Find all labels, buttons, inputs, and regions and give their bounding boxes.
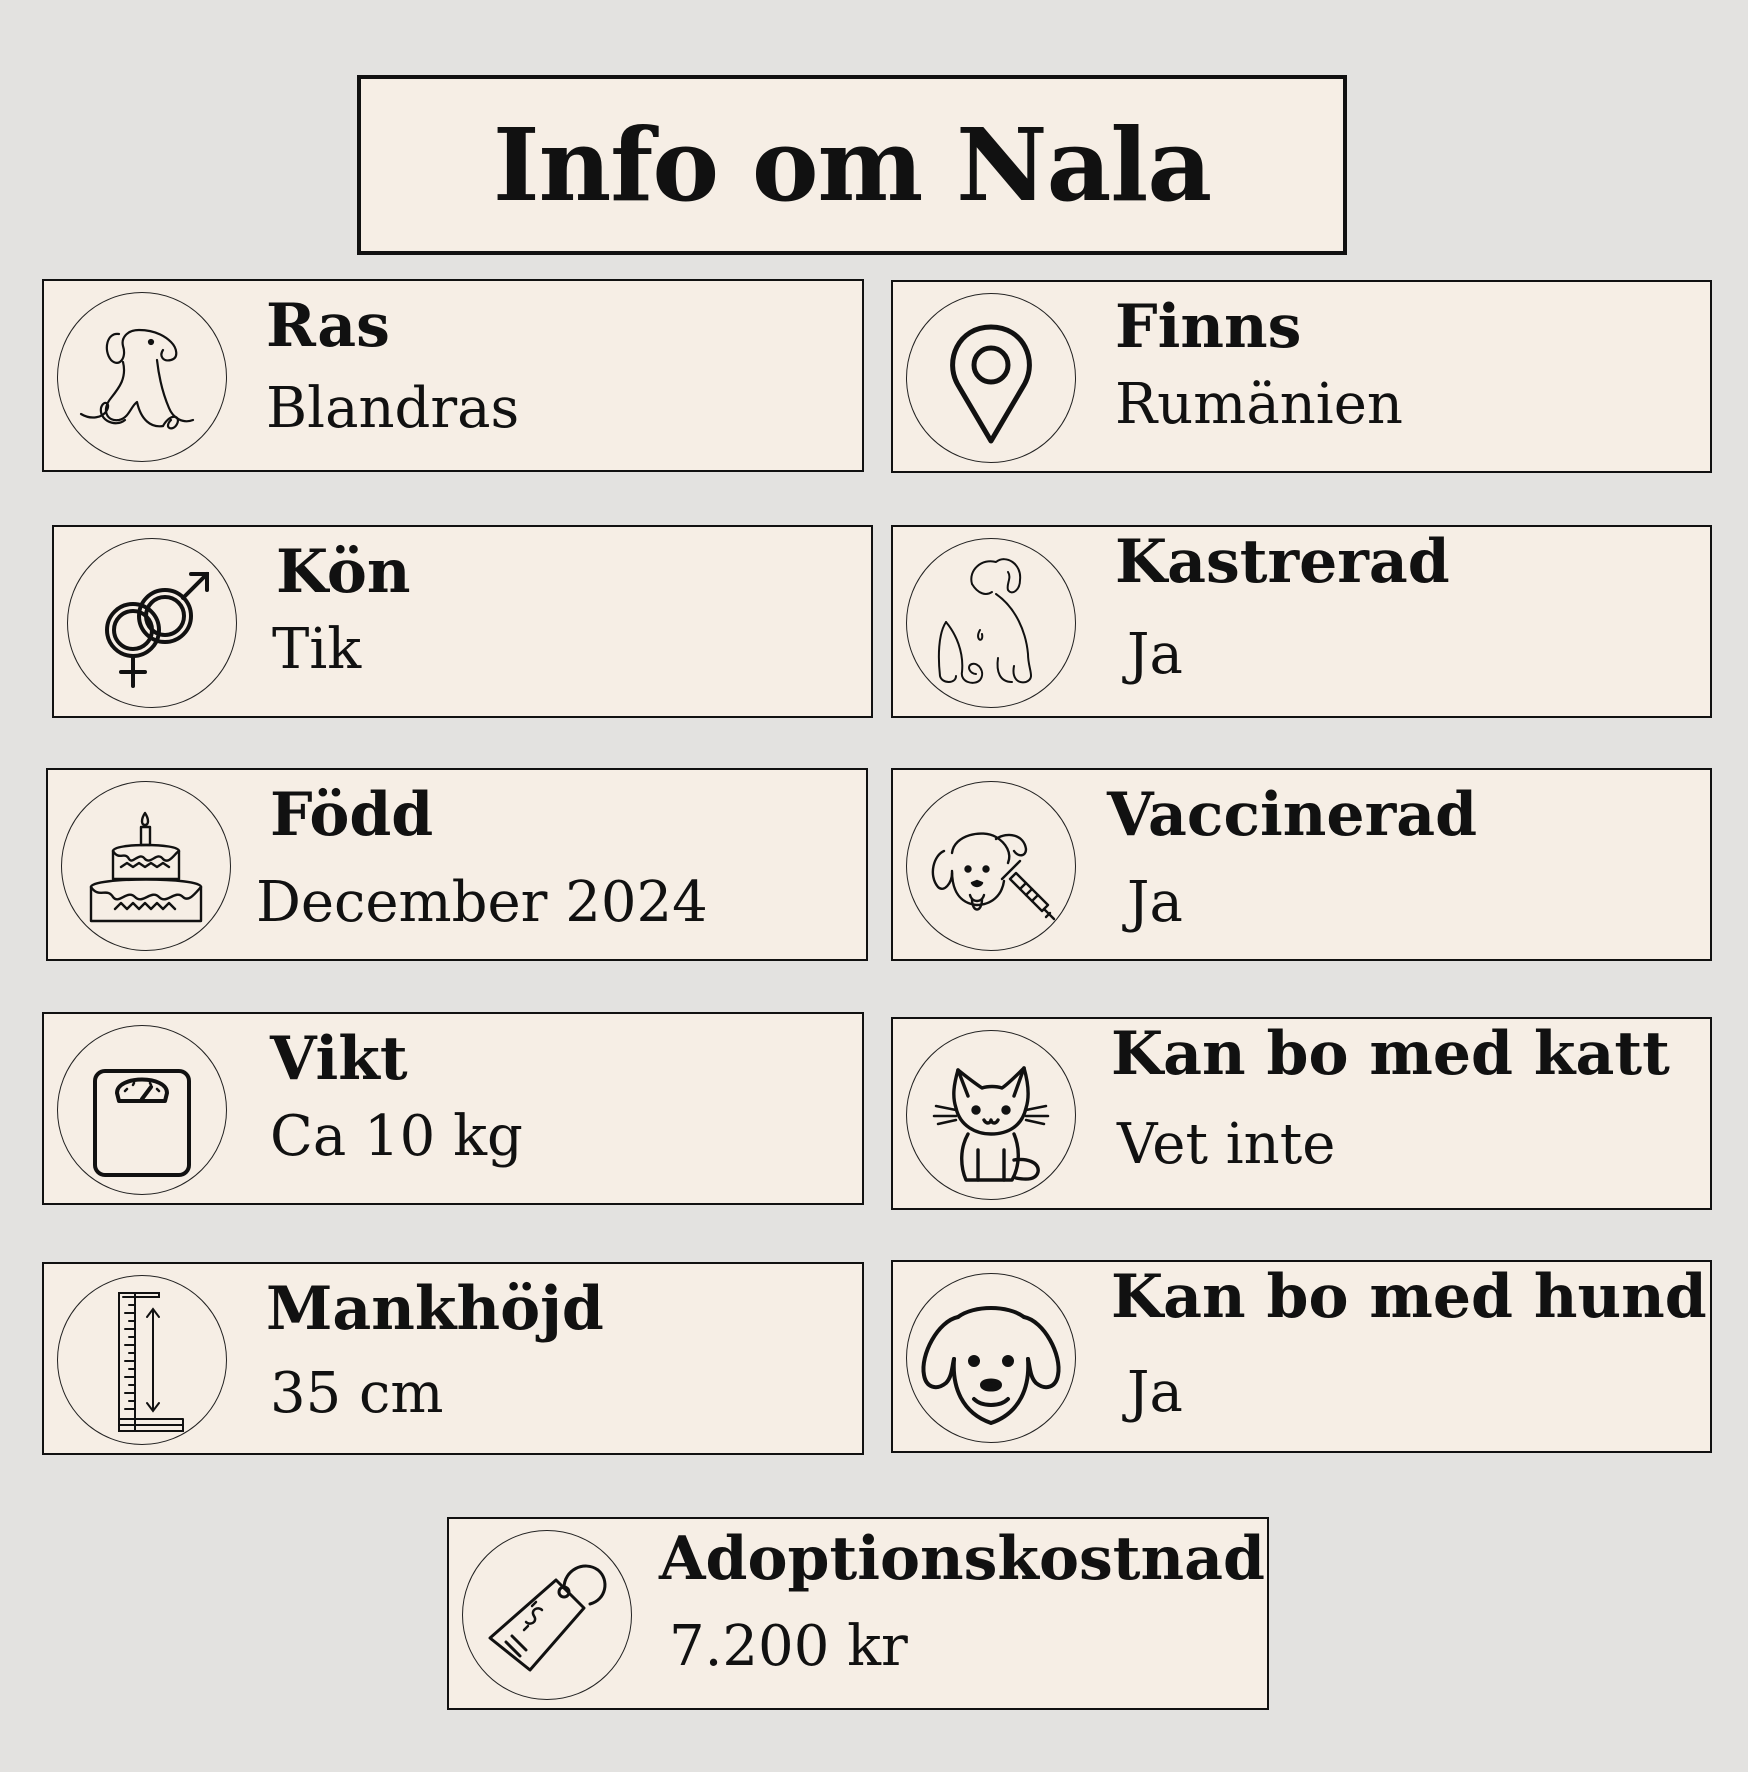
card-kan-bo-med-hund — [891, 1260, 1712, 1453]
card-vaccinerad — [891, 768, 1712, 961]
card-label: Kan bo med katt — [1111, 1019, 1670, 1089]
price-tag-icon — [462, 1530, 632, 1700]
title-box — [357, 75, 1347, 255]
gender-symbols-icon — [67, 538, 237, 708]
height-ruler-icon — [57, 1275, 227, 1445]
card-value: Rumänien — [1115, 372, 1403, 437]
card-label: Finns — [1115, 292, 1302, 362]
birthday-cake-icon — [61, 781, 231, 951]
card-label: Adoptionskostnad — [659, 1524, 1265, 1594]
scale-icon — [57, 1025, 227, 1195]
card-value: Tik — [272, 617, 362, 682]
card-adoptionskostnad — [447, 1517, 1269, 1710]
card-vikt — [42, 1012, 864, 1205]
card-label: Kastrerad — [1115, 527, 1450, 597]
card-label: Kön — [276, 537, 411, 607]
dog-vaccine-icon — [906, 781, 1076, 951]
card-finns — [891, 280, 1712, 473]
card-fodd — [46, 768, 868, 961]
card-kastrerad — [891, 525, 1712, 718]
card-ras — [42, 279, 864, 472]
card-value: Ca 10 kg — [270, 1104, 523, 1169]
card-label: Född — [270, 780, 434, 850]
location-pin-icon — [906, 293, 1076, 463]
page-title: Info om Nala — [492, 106, 1212, 224]
sitting-dog-icon — [906, 538, 1076, 708]
card-value: Ja — [1127, 622, 1183, 687]
card-value: Blandras — [266, 376, 520, 441]
card-value: Ja — [1127, 1360, 1183, 1425]
card-value: Ja — [1127, 870, 1183, 935]
card-label: Ras — [266, 291, 390, 361]
dog-face-icon — [906, 1273, 1076, 1443]
card-label: Kan bo med hund — [1111, 1262, 1707, 1332]
card-kon — [52, 525, 873, 718]
card-mankhojd — [42, 1262, 864, 1455]
card-value: Vet inte — [1117, 1112, 1336, 1177]
card-label: Vikt — [270, 1024, 408, 1094]
card-kan-bo-med-katt — [891, 1017, 1712, 1210]
card-label: Vaccinerad — [1107, 780, 1478, 850]
card-value: 7.200 kr — [669, 1614, 908, 1679]
card-value: 35 cm — [270, 1361, 444, 1426]
card-value: December 2024 — [256, 870, 708, 935]
card-label: Mankhöjd — [266, 1274, 604, 1344]
cat-icon — [906, 1030, 1076, 1200]
dog-line-icon — [57, 292, 227, 462]
